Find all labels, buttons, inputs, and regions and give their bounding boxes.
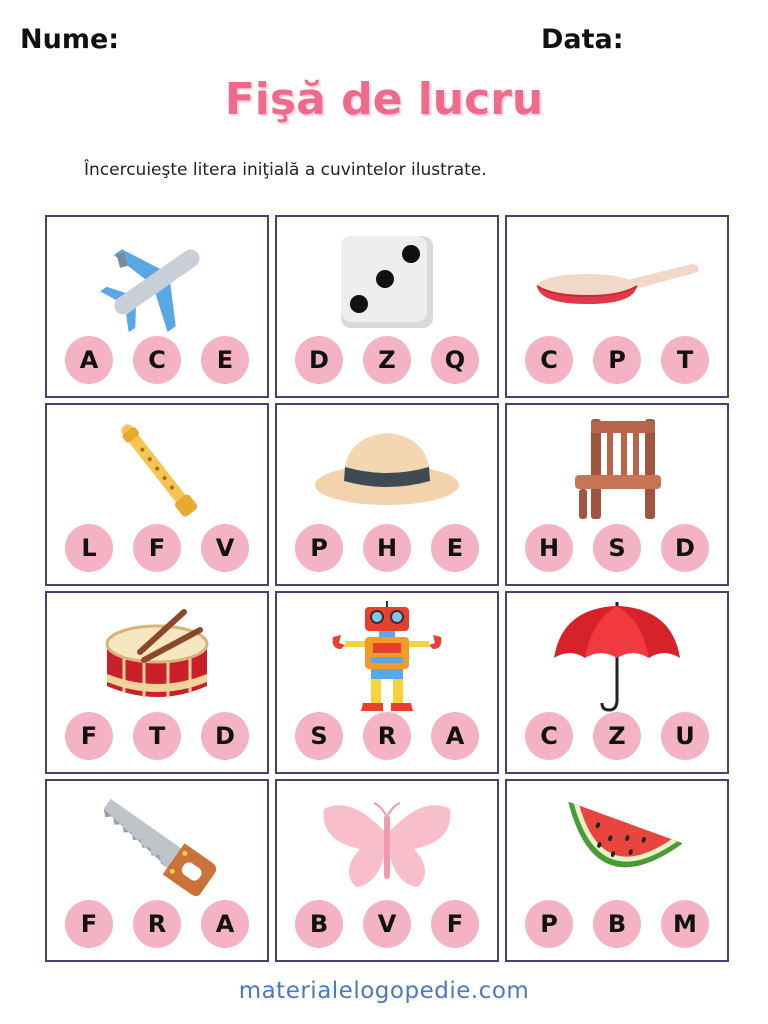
card-watermelon: [505, 779, 729, 962]
letter-options: [277, 336, 497, 384]
letter-option[interactable]: L: [65, 524, 113, 572]
letter-option[interactable]: B: [593, 900, 641, 948]
letter-option[interactable]: T: [133, 712, 181, 760]
letter-option[interactable]: V: [363, 900, 411, 948]
card-dice: [275, 215, 499, 398]
umbrella-icon: [507, 599, 727, 717]
letter-option[interactable]: F: [431, 900, 479, 948]
instruction-text: Încercuieşte litera iniţială a cuvintelor ilustrate.: [84, 160, 487, 180]
letter-option[interactable]: H: [363, 524, 411, 572]
letter-option[interactable]: E: [201, 336, 249, 384]
card-chair: [505, 403, 729, 586]
letter-option[interactable]: C: [525, 712, 573, 760]
letter-option[interactable]: C: [525, 336, 573, 384]
card-drum: [45, 591, 269, 774]
letter-option[interactable]: F: [65, 712, 113, 760]
letter-option[interactable]: S: [593, 524, 641, 572]
letter-option[interactable]: V: [201, 524, 249, 572]
card-flute: [45, 403, 269, 586]
letter-option[interactable]: P: [525, 900, 573, 948]
letter-option[interactable]: E: [431, 524, 479, 572]
card-frying-pan: [505, 215, 729, 398]
letter-option[interactable]: P: [295, 524, 343, 572]
letter-options: [507, 712, 727, 760]
robot-icon: [277, 599, 497, 717]
name-label: Nume:: [20, 24, 120, 55]
footer-website: materialelogopedie.com: [238, 978, 530, 1004]
letter-options: [47, 524, 267, 572]
letter-option[interactable]: F: [133, 524, 181, 572]
letter-option[interactable]: Z: [363, 336, 411, 384]
letter-option[interactable]: T: [661, 336, 709, 384]
letter-option[interactable]: Z: [593, 712, 641, 760]
letter-option[interactable]: S: [295, 712, 343, 760]
card-butterfly: [275, 779, 499, 962]
date-label: Data:: [541, 24, 624, 55]
chair-icon: [507, 411, 727, 529]
letter-options: [507, 336, 727, 384]
letter-option[interactable]: C: [133, 336, 181, 384]
letter-option[interactable]: R: [363, 712, 411, 760]
letter-option[interactable]: P: [593, 336, 641, 384]
letter-option[interactable]: A: [431, 712, 479, 760]
letter-option[interactable]: A: [65, 336, 113, 384]
letter-option[interactable]: B: [295, 900, 343, 948]
worksheet-grid: [45, 215, 729, 962]
letter-options: [507, 900, 727, 948]
drum-icon: [47, 599, 267, 717]
flute-icon: [47, 411, 267, 529]
letter-options: [277, 712, 497, 760]
letter-option[interactable]: D: [661, 524, 709, 572]
letter-option[interactable]: Q: [431, 336, 479, 384]
card-robot: [275, 591, 499, 774]
letter-options: [47, 336, 267, 384]
letter-option[interactable]: F: [65, 900, 113, 948]
airplane-icon: [47, 223, 267, 341]
letter-option[interactable]: D: [295, 336, 343, 384]
card-saw: [45, 779, 269, 962]
letter-options: [277, 524, 497, 572]
butterfly-icon: [277, 787, 497, 905]
letter-option[interactable]: A: [201, 900, 249, 948]
watermelon-icon: [507, 787, 727, 905]
card-umbrella: [505, 591, 729, 774]
saw-icon: [47, 787, 267, 905]
letter-option[interactable]: H: [525, 524, 573, 572]
letter-options: [47, 900, 267, 948]
letter-options: [277, 900, 497, 948]
card-airplane: [45, 215, 269, 398]
letter-option[interactable]: R: [133, 900, 181, 948]
letter-options: [507, 524, 727, 572]
card-hat: [275, 403, 499, 586]
page-title: Fişă de lucru: [224, 74, 544, 125]
letter-option[interactable]: M: [661, 900, 709, 948]
frying-pan-icon: [507, 223, 727, 341]
letter-options: [47, 712, 267, 760]
letter-option[interactable]: U: [661, 712, 709, 760]
dice-icon: [277, 223, 497, 341]
letter-option[interactable]: D: [201, 712, 249, 760]
hat-icon: [277, 411, 497, 529]
